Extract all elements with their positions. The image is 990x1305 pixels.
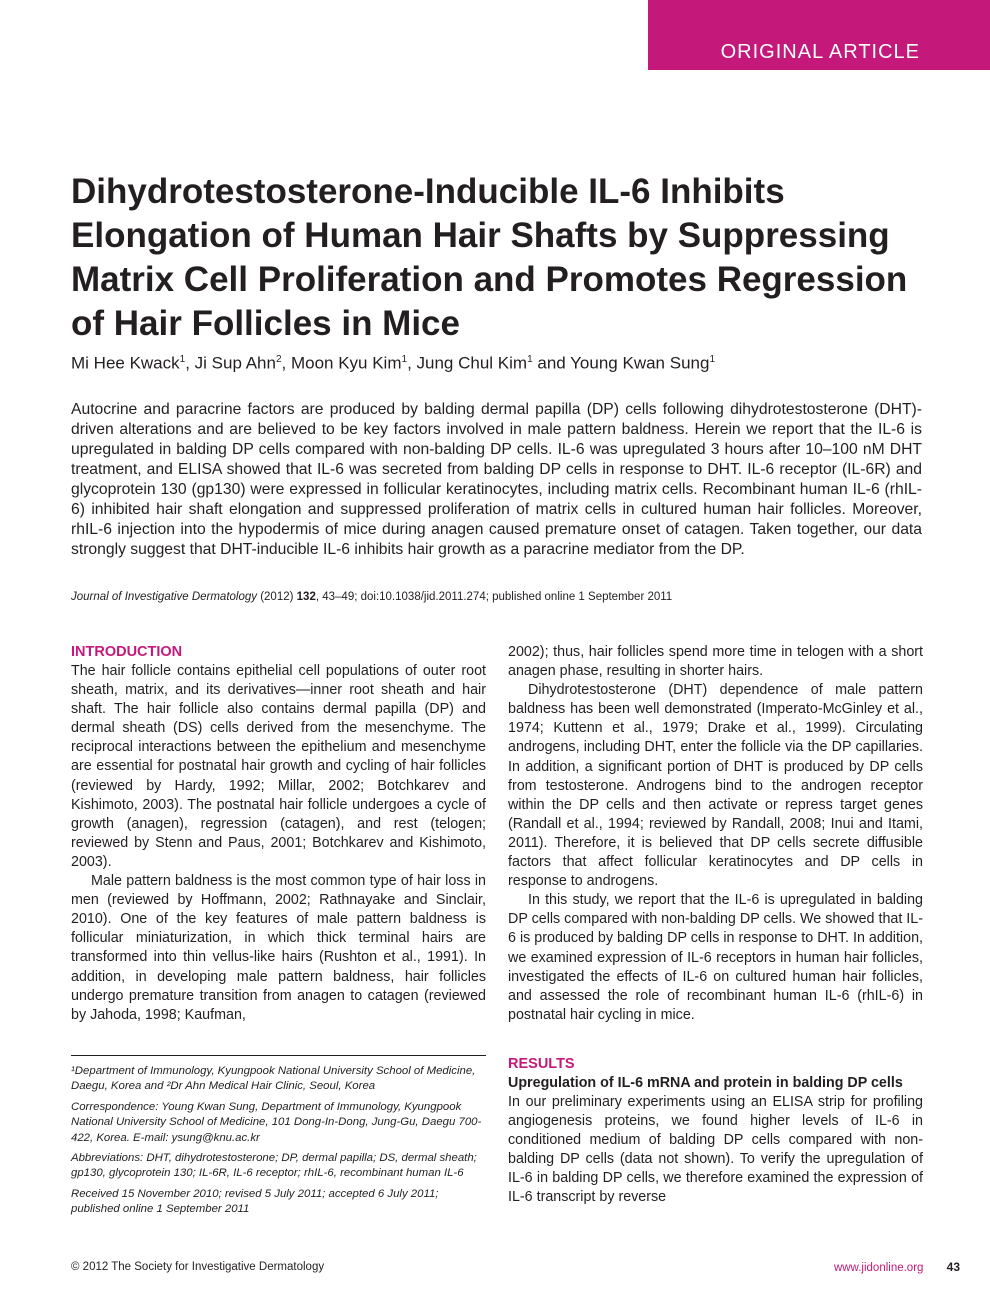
author-name: Moon Kyu Kim <box>290 353 402 373</box>
abstract: Autocrine and paracrine factors are produced by balding dermal papilla (DP) cells following dihydrotestosterone (DHT)-driven alterations and are believed to be key factors involved in male pattern baldness. Herein we report that the IL-6 is upregulated in balding DP cells compared with non-balding DP cells. IL-6 was upregulated 3 hours after 10–100 nM DHT treatment, and ELISA showed that IL-6 was secreted from balding DP cells in response to DHT. IL-6 receptor (IL-6R) and glycoprotein 130 (gp130) were expressed in follicular keratinocytes, including matrix cells. Recombinant human IL-6 (rhIL-6) inhibited hair shaft elongation and suppressed proliferation of matrix cells in cultured human hair follicles. Moreover, rhIL-6 injection into the hypodermis of mice during anagen caused premature onset of catagen. Taken together, our data strongly suggest that DHT-inducible IL-6 inhibits hair growth as a paracrine mediator from the DP. <box>71 401 922 558</box>
body-paragraph: Dihydrotestosterone (DHT) dependence of male pattern baldness has been well demonstrated (Imperato-McGinley et al., 1974; Kuttenn et al., 1979; Drake et al., 1999). Circulating androgens, including DHT, enter the follicle via the DP capillaries. In addition, a significant portion of DHT is produced by DP cells from testosterone. Androgens bind to the androgen receptor within the DP cells and then activate or repress target genes (Randall et al., 1994; reviewed by Randall, 2008; Inui and Itami, 2011). Therefore, it is believed that DP cells secrete diffusible factors that affect follicular keratinocytes and DP cells in response to androgens. <box>508 682 923 890</box>
author-list <box>71 348 715 376</box>
author-separator: , <box>407 353 417 373</box>
citation-details: , 43–49; doi:10.1038/jid.2011.274; published online 1 September 2011 <box>315 591 673 603</box>
author-affiliation-mark: 1 <box>401 354 408 365</box>
body-paragraph: Male pattern baldness is the most common type of hair loss in men (reviewed by Hoffmann, 2002; Rathnayake and Sinclair, 2010). One of the key features of male pattern baldness is follicular miniaturization, in which thick terminal hairs are transformed into thin vellus-like hairs (Rushton et al., 1991). In addition, in developing male pattern baldness, hair follicles undergo premature transition from anagen to catagen (reviewed by Jahoda, 1998; Kaufman, <box>71 873 486 1023</box>
left-column <box>71 643 486 1025</box>
footnotes <box>71 1064 486 1223</box>
author-affiliation-mark: 1 <box>527 354 533 365</box>
page-number: 43 <box>946 1260 960 1274</box>
author-name: Mi Hee Kwack <box>71 353 180 373</box>
footnote-abbreviations: Abbreviations: DHT, dihydrotestosterone; DP, dermal papilla; DS, dermal sheath; gp130, glycoprotein 130; IL-6R, IL-6 receptor; rhIL-6, recombinant human IL-6 <box>71 1152 477 1180</box>
footnote-affiliation: ¹Department of Immunology, Kyungpook National University School of Medicine, Daegu, Korea and ²Dr Ahn Medical Hair Clinic, Seoul, Korea <box>71 1065 476 1093</box>
subsection-heading: Upregulation of IL-6 mRNA and protein in balding DP cells <box>508 1074 903 1091</box>
author-name: Jung Chul Kim <box>416 353 528 373</box>
author-affiliation-mark: 2 <box>275 354 282 365</box>
body-paragraph: 2002); thus, hair follicles spend more time in telogen with a short anagen phase, resulting in shorter hairs. <box>508 644 923 680</box>
body-paragraph: In this study, we report that the IL-6 is upregulated in balding DP cells compared with non-balding DP cells. We showed that IL-6 is produced by balding DP cells in response to DHT. In addition, we examined expression of IL-6 receptors in human hair follicles, investigated the effects of IL-6 on cultured human hair follicles, and assessed the role of recombinant human IL-6 (rhIL-6) in postnatal hair cycling in mice. <box>508 892 923 1023</box>
footer-right <box>834 1260 960 1274</box>
author-affiliation-mark: 1 <box>709 354 715 365</box>
citation-line <box>71 589 672 605</box>
author-affiliation-mark: 1 <box>179 354 186 365</box>
footer-copyright: © 2012 The Society for Investigative Dermatology <box>71 1261 325 1273</box>
author-name: Young Kwan Sung <box>570 353 710 373</box>
article-type-banner <box>648 0 990 70</box>
journal-website-link[interactable]: www.jidonline.org <box>833 1262 924 1274</box>
section-heading-results: RESULTS <box>508 1055 575 1072</box>
author-separator: , <box>281 353 291 373</box>
section-heading-introduction: INTRODUCTION <box>71 644 183 660</box>
article-type-label: ORIGINAL ARTICLE <box>720 41 920 63</box>
body-paragraph: In our preliminary experiments using an ELISA strip for profiling angiogenesis proteins, we found higher levels of IL-6 in conditioned medium of balding DP cells compared with non-balding DP cells (data not shown). To verify the upregulation of IL-6 in balding DP cells, we therefore examined the expression of IL-6 transcript by reverse <box>508 1093 923 1206</box>
footnote-divider <box>71 1055 486 1056</box>
author-separator: and <box>532 353 571 373</box>
author-name: Ji Sup Ahn <box>194 353 276 373</box>
article-title: Dihydrotestosterone-Inducible IL-6 Inhibits Elongation of Human Hair Shafts by Suppressing Matrix Cell Proliferation and Promotes Regression of Hair Follicles in Mice <box>71 172 908 343</box>
footnote-correspondence: Correspondence: Young Kwan Sung, Department of Immunology, Kyungpook National University School of Medicine, 101 Dong-In-Dong, Jung-Gu, Daegu 700-422, Korea. E-mail: ysung@knu.ac.kr <box>71 1100 482 1144</box>
body-paragraph: The hair follicle contains epithelial cell populations of outer root sheath, matrix, and its derivatives—inner root sheath and hair shaft. The hair follicle also contains dermal papilla (DP) and dermal sheath (DS) cells derived from the mesenchyme. The reciprocal interactions between the epithelium and mesenchyme are essential for postnatal hair growth and cycling of hair follicles (reviewed by Hardy, 1992; Millar, 2002; Botchkarev and Kishimoto, 2003). The postnatal hair follicle undergoes a cycle of growth (anagen), regression (catagen), and rest (telogen; reviewed by Stenn and Paus, 2001; Botchkarev and Kishimoto, 2003). <box>71 663 486 870</box>
citation-year: (2012) <box>257 591 297 603</box>
footnote-received: Received 15 November 2010; revised 5 July 2011; accepted 6 July 2011; published online 1 September 2011 <box>71 1187 439 1216</box>
citation-volume: 132 <box>296 591 316 603</box>
author-separator: , <box>185 353 195 373</box>
right-column <box>508 643 923 1207</box>
journal-name: Journal of Investigative Dermatology <box>71 591 258 603</box>
